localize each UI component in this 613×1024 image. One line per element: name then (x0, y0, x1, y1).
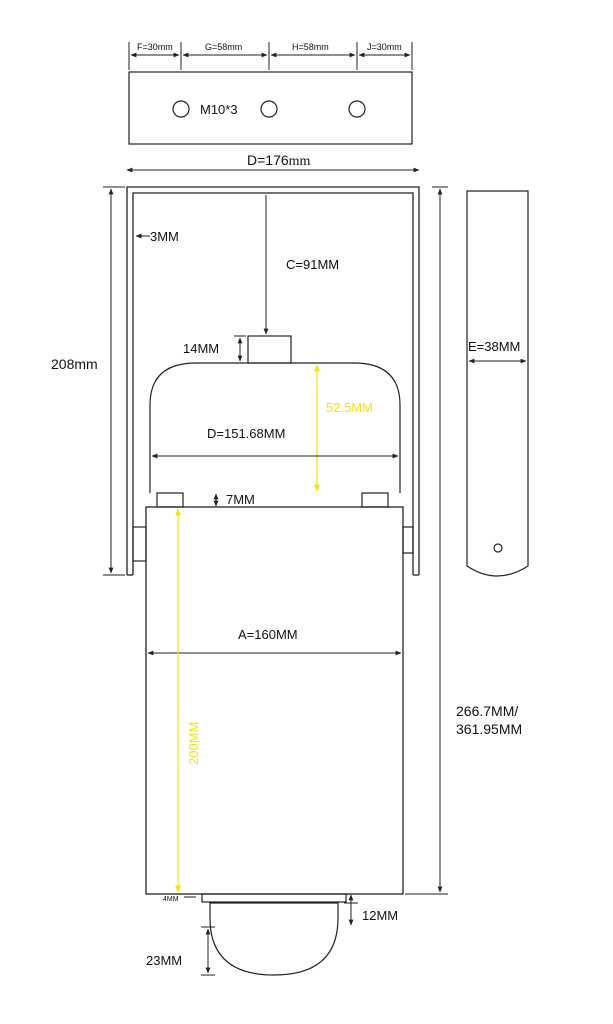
side-bracket-outline (467, 191, 528, 576)
side-bracket-width-label: E=38MM (468, 339, 521, 354)
camera-dome (202, 894, 346, 975)
ring-dimension (344, 895, 398, 925)
housing-width-label: D=176mm (247, 152, 311, 169)
total-height-label-2: 361.95MM (456, 721, 523, 737)
housing-bracket (127, 187, 419, 575)
total-height-label-1: 266.7MM/ (456, 703, 519, 719)
neck (248, 336, 291, 363)
body-height-dimension (178, 509, 201, 892)
dome-height-label: 52.5MM (326, 400, 373, 415)
gap-dimension (216, 492, 255, 507)
body-width-label: A=160MM (238, 627, 298, 642)
bottom-gap-label: 4MM (163, 896, 179, 903)
ring-label: 12MM (362, 908, 399, 923)
wall-dimension (136, 229, 179, 244)
mount-plate (129, 42, 412, 144)
dome-depth-dimension (146, 927, 215, 975)
side-bracket (467, 191, 528, 576)
side-bracket-hole (494, 544, 502, 552)
drop-label: C=91MM (286, 257, 340, 272)
dome-height-dimension (317, 365, 373, 491)
drop-dimension (266, 195, 339, 334)
dome-depth-label: 23MM (146, 953, 183, 968)
dim-g-label: G=58mm (205, 42, 243, 52)
main-body (146, 507, 403, 894)
dim-f-label: F=30mm (137, 42, 173, 52)
gap-label: 7MM (226, 492, 255, 507)
body-height-label: 200MM (186, 721, 201, 765)
mount-hole-2 (261, 101, 277, 117)
dome-width-dimension (152, 426, 398, 456)
holes-label: M10*3 (200, 102, 238, 117)
wall-label: 3MM (150, 229, 179, 244)
dim-h-label: H=58mm (292, 42, 329, 52)
dome-lens (210, 903, 338, 975)
dome-width-label: D=151.68MM (207, 426, 286, 441)
bottom-gap-dimension (163, 896, 196, 903)
body-outline (146, 507, 403, 894)
dim-j-label: J=30mm (367, 42, 402, 52)
neck-dimension (183, 336, 246, 363)
housing-height-dimension (51, 187, 125, 575)
mount-hole-3 (349, 101, 365, 117)
housing-width-dimension (127, 152, 419, 170)
mount-hole-1 (173, 101, 189, 117)
mount-plate-outline (129, 72, 412, 144)
dome-housing (150, 336, 400, 507)
dome-ring (202, 894, 346, 902)
neck-label: 14MM (183, 341, 220, 356)
body-width-dimension (148, 627, 401, 653)
total-height-dimension (405, 187, 522, 894)
housing-height-label: 208mm (51, 356, 98, 372)
